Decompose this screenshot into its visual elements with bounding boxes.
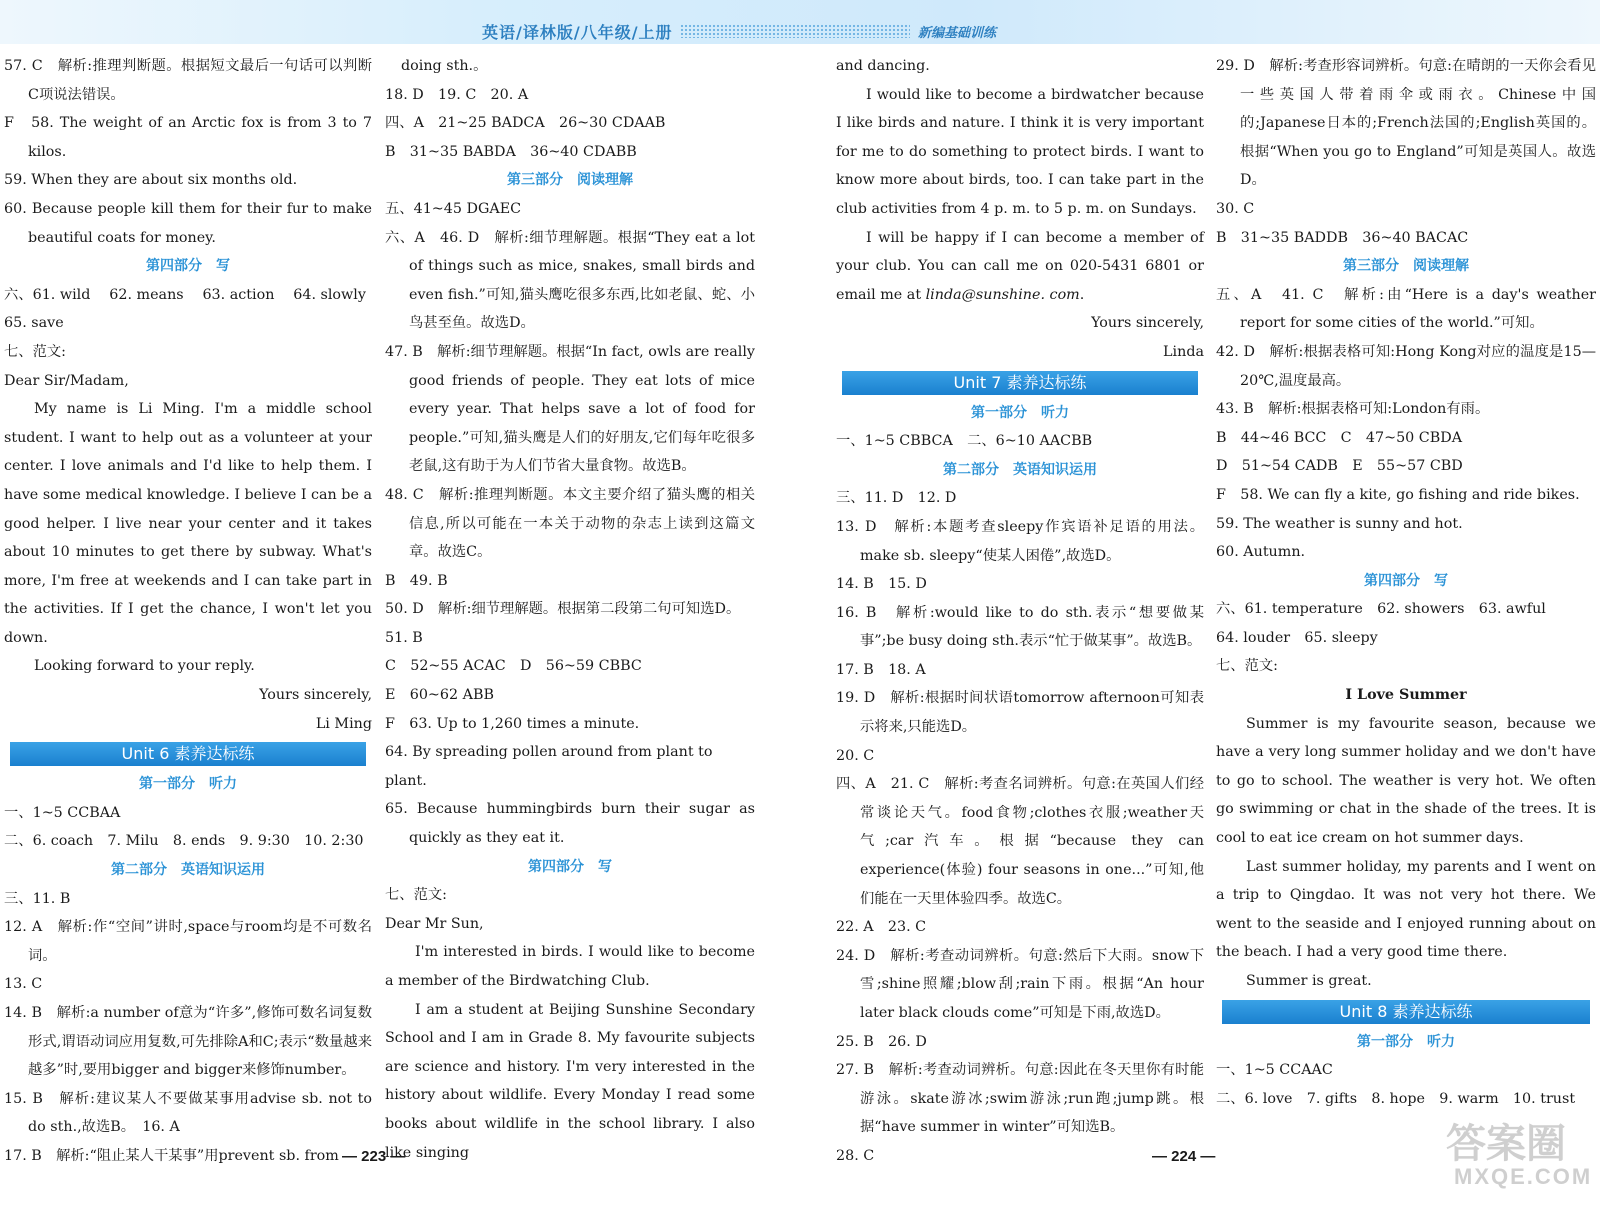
answer-line: 57. C 解析:推理判断题。根据短文最后一句话可以判断C项说法错误。 bbox=[4, 58, 372, 103]
answer-line: 42. D 解析:根据表格可知:Hong Kong对应的温度是15—20℃,温度最高。 bbox=[1216, 343, 1596, 389]
answer-line: 四、A 21~25 BADCA 26~30 CDAAB bbox=[385, 115, 666, 132]
letter-closing: Yours sincerely, bbox=[259, 687, 372, 704]
answer-line: 七、范文: bbox=[1216, 658, 1279, 675]
answer-line: 59. The weather is sunny and hot. bbox=[1216, 515, 1463, 532]
header-dot-pattern bbox=[680, 24, 910, 38]
essay-title: I Love Summer bbox=[1345, 687, 1467, 704]
answer-line: 12. A 解析:作“空间”讲时,space与room均是不可数名词。 bbox=[4, 919, 372, 964]
letter-greeting: Dear Sir/Madam, bbox=[4, 372, 129, 389]
section-heading: 第二部分 英语知识运用 bbox=[943, 461, 1097, 478]
essay-paragraph: My name is Li Ming. I'm a middle school student. I want to help out as a volunteer at your center. I love animals and I'd like to help them. I have some medical knowledge. I believe I can be a good helper. I live near your center and it takes about 10 minutes to get there by subway. What's more, I'm free at weekends and I can take part in the activities. If I get the chance, I won't let you down. bbox=[4, 401, 372, 646]
answer-line: 13. D 解析:本题考查sleepy作宾语补足语的用法。make sb. sleepy“使某人困倦”,故选D。 bbox=[836, 518, 1204, 564]
brand-name: 新编基础训练 bbox=[918, 26, 997, 41]
answer-line: 18. D 19. C 20. A bbox=[385, 86, 529, 103]
essay-paragraph: Summer is great. bbox=[1246, 973, 1372, 989]
answer-line: 六、61. temperature 62. showers 63. awful bbox=[1216, 601, 1546, 618]
unit-banner: Unit 6 素养达标练 bbox=[10, 742, 366, 766]
answer-line: F 58. We can fly a kite, go fishing and ride bikes. bbox=[1216, 486, 1580, 503]
answer-line: 28. C bbox=[836, 1147, 875, 1164]
answer-line: B 31~35 BABDA 36~40 CDABB bbox=[385, 143, 637, 160]
answer-line: 三、11. D 12. D bbox=[836, 490, 957, 507]
answer-line: D 51~54 CADB E 55~57 CBD bbox=[1216, 458, 1463, 475]
page-number-left: — 223 — bbox=[342, 1148, 406, 1165]
answer-line: 七、范文: bbox=[4, 343, 67, 360]
answer-line: B 44~46 BCC C 47~50 CBDA bbox=[1216, 429, 1463, 446]
unit-banner: Unit 8 素养达标练 bbox=[1222, 1000, 1590, 1024]
unit-banner: Unit 7 素养达标练 bbox=[842, 371, 1198, 395]
answer-line: 64. By spreading pollen around from plant to plant. bbox=[385, 744, 713, 789]
answer-line: 64. louder 65. sleepy bbox=[1216, 629, 1378, 646]
answer-line: 一、1~5 CCBAA bbox=[4, 804, 121, 821]
essay-paragraph bbox=[836, 224, 1204, 310]
section-heading: 第一部分 听力 bbox=[1357, 1033, 1455, 1050]
answer-line: 14. B 解析:a number of意为“许多”,修饰可数名词复数形式,谓语动词应用复数,可先排除A和C;表示“数量越来越多”时,要用bigger and bigger来修饰number。 bbox=[4, 1005, 372, 1079]
section-heading: 第四部分 写 bbox=[146, 258, 230, 275]
section-heading: 第三部分 阅读理解 bbox=[507, 172, 633, 189]
watermark-text: 答案圈 bbox=[1446, 1121, 1566, 1167]
section-heading: 第四部分 写 bbox=[528, 858, 612, 875]
essay-paragraph: Summer is my favourite season, because we have a very long summer holiday and we don't have to go to school. The weather is very hot. We often go swimming or chat in the shade of the trees. It is cool to eat ice cream on hot summer days. bbox=[1216, 715, 1596, 847]
answer-line: 五、41~45 DGAEC bbox=[385, 200, 522, 217]
answer-line: 二、6. love 7. gifts 8. hope 9. warm 10. trust bbox=[1216, 1090, 1576, 1107]
page-number-right: — 224 — bbox=[1152, 1148, 1216, 1165]
answer-line: 65. Because hummingbirds burn their sugar as quickly as they eat it. bbox=[385, 801, 755, 847]
answer-line: 27. B 解析:考查动词辨析。句意:因此在冬天里你有时能游泳。skate游冰;swim游泳;run跑;jump跳。根据“have summer in winter”可知选B。 bbox=[836, 1062, 1204, 1136]
answer-line: 16. B 解析:would like to do sth.表示“想要做某事”;be busy doing sth.表示“忙于做某事”。故选B。 bbox=[836, 604, 1204, 650]
answer-line: 20. C bbox=[836, 747, 875, 764]
answer-line: C 52~55 ACAC D 56~59 CBBC bbox=[385, 658, 642, 675]
answer-line: 29. D 解析:考查形容词辨析。句意:在晴朗的一天你会看见一些英国人带着雨伞或雨衣。Chinese中国的;Japanese日本的;French法国的;English英国的。根据“When you go to England”可知是英国人。故选D。 bbox=[1216, 58, 1596, 189]
essay-paragraph: Looking forward to your reply. bbox=[34, 658, 255, 675]
essay-paragraph: Last summer holiday, my parents and I went on a trip to Qingdao. It was not very hot there. We went to the seaside and I enjoyed running about on the beach. I had a very good time there. bbox=[1216, 858, 1596, 961]
column-2 bbox=[385, 52, 755, 1167]
column-1 bbox=[4, 52, 372, 1171]
answer-line: E 60~62 ABB bbox=[385, 687, 494, 704]
letter-signature: Linda bbox=[1163, 343, 1204, 360]
answer-line: 13. C bbox=[4, 976, 43, 993]
section-heading: 第二部分 英语知识运用 bbox=[111, 862, 265, 879]
answer-line: 三、11. B bbox=[4, 890, 71, 907]
answer-line: 60. Autumn. bbox=[1216, 544, 1306, 561]
answer-line: 五、A 41. C 解析:由“Here is a day's weather report for some cities of the world.”可知。 bbox=[1216, 286, 1596, 332]
answer-line: 25. B 26. D bbox=[836, 1033, 927, 1050]
answer-line: 30. C bbox=[1216, 200, 1255, 217]
column-3 bbox=[836, 52, 1204, 1171]
answer-line: 17. B 18. A bbox=[836, 661, 926, 678]
answer-line: 24. D 解析:考查动词辨析。句意:然后下大雨。snow下雪;shine照耀;blow刮;rain下雨。根据“An hour later black clouds come”可知是下雨,故选D。 bbox=[836, 947, 1204, 1021]
section-heading: 第一部分 听力 bbox=[971, 404, 1069, 421]
section-heading: 第四部分 写 bbox=[1364, 572, 1448, 589]
answer-line: 15. B 解析:建议某人不要做某事用advise sb. not to do sth.,故选B。 16. A bbox=[4, 1090, 372, 1136]
essay-paragraph: I am a student at Beijing Sunshine Secondary School and I am in Grade 8. My favourite subjects are science and history. I'm very interested in the history about wildlife. Every Monday I read some books about wildlife in the school library. I also like singing bbox=[385, 1001, 755, 1161]
answer-line: 48. C 解析:推理判断题。本文主要介绍了猫头鹰的相关信息,所以可能在一本关于动物的杂志上读到这篇文章。故选C。 bbox=[385, 486, 755, 561]
letter-greeting: Dear Mr Sun, bbox=[385, 915, 484, 932]
letter-signature: Li Ming bbox=[315, 715, 372, 732]
answer-line: 47. B 解析:细节理解题。根据“In fact, owls are really good friends of people. They eat lots of mice every year. That helps save a lot of food for people.”可知,猫头鹰是人们的好朋友,它们每年吃很多老鼠,这有助于为人们节省大量食物。故选B。 bbox=[385, 343, 755, 475]
answer-line: 四、A 21. C 解析:考查名词辨析。句意:在英国人们经常谈论天气。food食物;clothes衣服;weather天气;car汽车。根据“because they can experience(体验) four seasons in one...”可知,他们能在一天里体验四季。故选C。 bbox=[836, 776, 1204, 907]
answer-line: B 31~35 BADDB 36~40 BACAC bbox=[1216, 229, 1469, 246]
answer-line: 51. B bbox=[385, 629, 423, 646]
answer-line: 六、A 46. D 解析:细节理解题。根据“They eat a lot of things such as mice, snakes, small birds and even fish.”可知,猫头鹰吃很多东西,比如老鼠、蛇、小鸟甚至鱼。故选D。 bbox=[385, 229, 755, 332]
answer-line: 60. Because people kill them for their fur to make beautiful coats for money. bbox=[4, 200, 372, 246]
answer-line: 14. B 15. D bbox=[836, 576, 927, 593]
answer-line: 19. D 解析:根据时间状语tomorrow afternoon可知表示将来,只能选D。 bbox=[836, 690, 1204, 736]
answer-line: B 49. B bbox=[385, 572, 448, 589]
answer-line: 一、1~5 CCAAC bbox=[1216, 1062, 1333, 1079]
answer-line: 50. D 解析:细节理解题。根据第二段第二句可知选D。 bbox=[385, 601, 741, 618]
essay-paragraph: I would like to become a birdwatcher because I like birds and nature. I think it is very important for me to do something to protect birds. I want to know more about birds, too. I can take part in the club activities from 4 p. m. to 5 p. m. on Sundays. bbox=[836, 86, 1204, 217]
answer-line: 一、1~5 CBBCA 二、6~10 AACBB bbox=[836, 433, 1093, 450]
section-heading: 第三部分 阅读理解 bbox=[1343, 258, 1469, 275]
essay-text: . bbox=[1079, 286, 1085, 303]
essay-paragraph: and dancing. bbox=[836, 58, 930, 74]
answer-line: 43. B 解析:根据表格可知:London有雨。 bbox=[1216, 401, 1490, 418]
watermark-url: MXQE.COM bbox=[1454, 1164, 1593, 1189]
answer-line: F 63. Up to 1,260 times a minute. bbox=[385, 715, 640, 732]
email-address: linda@sunshine. com bbox=[925, 286, 1080, 303]
essay-text: I will be happy if I can become a member of your club. You can call me on 020-5431 6801 or email me at bbox=[836, 229, 1204, 303]
answer-line: 二、6. coach 7. Milu 8. ends 9. 9:30 10. 2:30 bbox=[4, 833, 364, 850]
answer-line: 六、61. wild 62. means 63. action 64. slowly bbox=[4, 286, 366, 303]
answer-line: 17. B 解析:“阻止某人干某事”用prevent sb. from bbox=[4, 1147, 339, 1164]
column-4 bbox=[1216, 52, 1596, 1113]
book-title: 英语/译林版/八年级/上册 bbox=[482, 23, 673, 42]
header-bar bbox=[0, 0, 1600, 44]
answer-line: 七、范文: bbox=[385, 887, 448, 904]
essay-paragraph: I'm interested in birds. I would like to become a member of the Birdwatching Club. bbox=[385, 944, 755, 989]
watermark-logo bbox=[1446, 1112, 1596, 1200]
answer-line: F 58. The weight of an Arctic fox is from 3 to 7 kilos. bbox=[4, 115, 372, 160]
answer-line: 59. When they are about six months old. bbox=[4, 172, 298, 189]
letter-closing: Yours sincerely, bbox=[1091, 315, 1204, 332]
answer-line: 22. A 23. C bbox=[836, 919, 927, 936]
answer-line: 65. save bbox=[4, 315, 64, 332]
section-heading: 第一部分 听力 bbox=[139, 776, 237, 793]
answer-line: doing sth.。 bbox=[401, 58, 488, 74]
